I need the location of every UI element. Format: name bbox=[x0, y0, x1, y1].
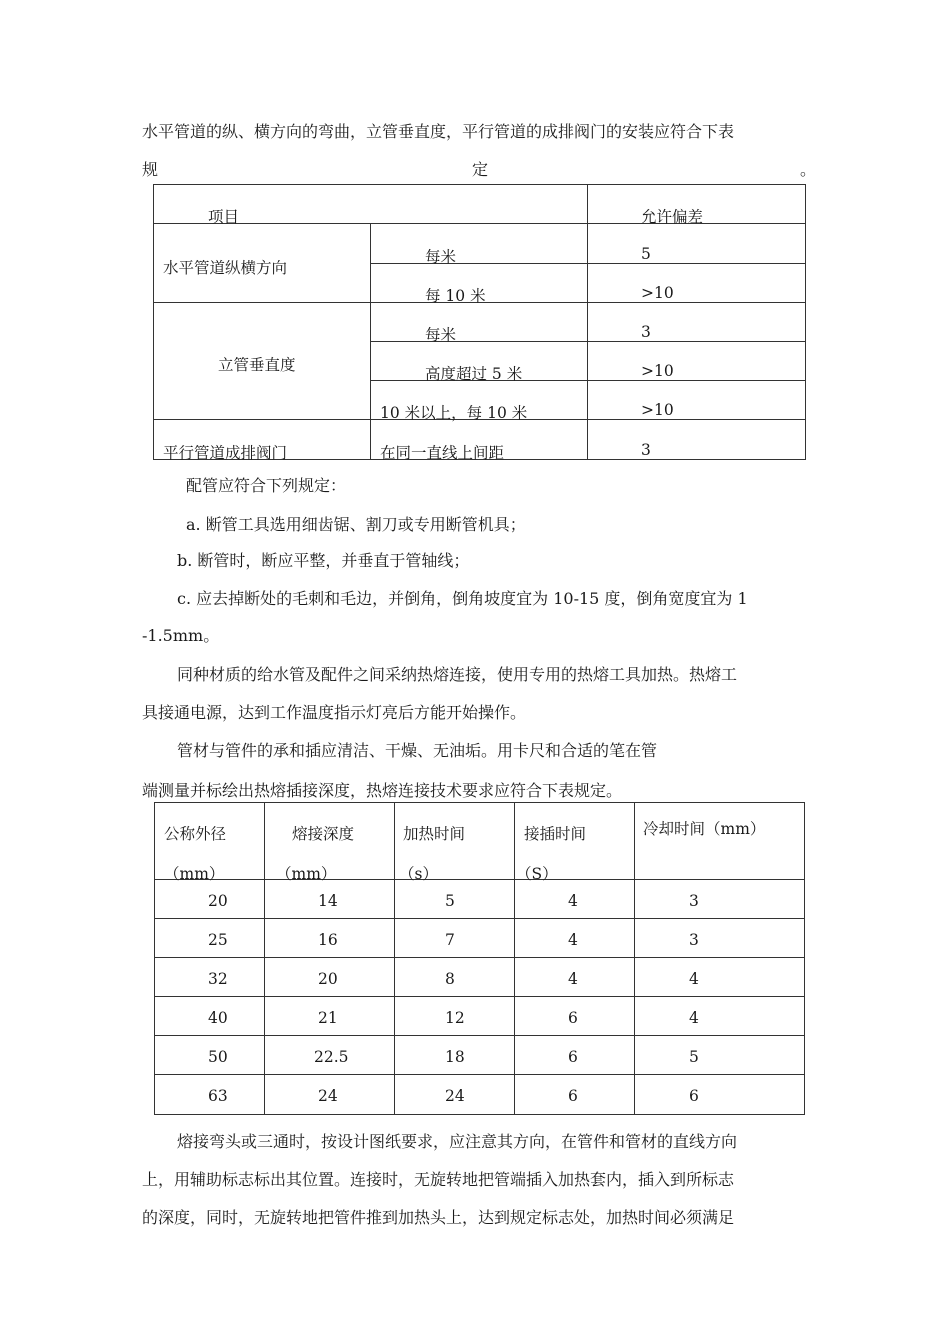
table1-sub: 高度超过 5 米 bbox=[425, 365, 523, 383]
table1-header-item: 项目 bbox=[208, 208, 240, 226]
table2-cell: 3 bbox=[689, 892, 699, 910]
table1-value: >10 bbox=[641, 284, 674, 302]
table2-cell: 12 bbox=[445, 1009, 465, 1027]
table2-cell: 5 bbox=[445, 892, 455, 910]
table1-group-valves: 平行管道成排阀门 bbox=[163, 444, 288, 462]
table2-header-unit: （mm） bbox=[276, 865, 337, 883]
table1-value: 3 bbox=[641, 323, 651, 341]
table2-cell: 3 bbox=[689, 931, 699, 949]
table1-sub: 在同一直线上间距 bbox=[380, 444, 505, 462]
table2-header: 公称外径 bbox=[164, 825, 227, 843]
table2-cell: 14 bbox=[318, 892, 338, 910]
table1-group-vertical: 立管垂直度 bbox=[218, 356, 296, 374]
paragraph-1-line-2: 具接通电源，达到工作温度指示灯亮后方能开始操作。 bbox=[142, 703, 527, 722]
table2-cell: 24 bbox=[445, 1087, 465, 1105]
table2-header-unit: （mm） bbox=[164, 865, 225, 883]
table2-header-unit: （S） bbox=[516, 865, 558, 883]
table2-cell: 6 bbox=[568, 1009, 578, 1027]
paragraph-3-line-2: 上，用辅助标志标出其位置。连接时，无旋转地把管端插入加热套内，插入到所标志 bbox=[142, 1170, 735, 1189]
paragraph-3-line-1: 熔接弯头或三通时，按设计图纸要求，应注意其方向，在管件和管材的直线方向 bbox=[177, 1132, 738, 1151]
table2-cell: 40 bbox=[208, 1009, 228, 1027]
table2-header-unit: （s） bbox=[399, 865, 438, 883]
table2-cell: 50 bbox=[208, 1048, 228, 1066]
table1-header-allowance: 允许偏差 bbox=[641, 208, 704, 226]
table2-cell: 5 bbox=[689, 1048, 699, 1066]
table2-header: 熔接深度 bbox=[292, 825, 355, 843]
table2-cell: 18 bbox=[445, 1048, 465, 1066]
table1-value: >10 bbox=[641, 362, 674, 380]
paragraph-1-line-1: 同种材质的给水管及配件之间采纳热熔连接，使用专用的热熔工具加热。热熔工 bbox=[177, 665, 738, 684]
intro-line-2-end: 。 bbox=[800, 160, 817, 179]
table1-sub: 每米 bbox=[425, 248, 457, 266]
table1-sub: 每 10 米 bbox=[425, 287, 486, 305]
intro-line-1: 水平管道的纵、横方向的弯曲，立管垂直度，平行管道的成排阀门的安装应符合下表 bbox=[142, 122, 735, 141]
table1-value: 5 bbox=[641, 245, 651, 263]
table2-cell: 16 bbox=[318, 931, 338, 949]
table2-cell: 22.5 bbox=[314, 1048, 349, 1066]
table2-header: 加热时间 bbox=[403, 825, 466, 843]
table2-cell: 6 bbox=[568, 1048, 578, 1066]
intro-line-2-middle: 定 bbox=[472, 160, 489, 179]
table1-value: 3 bbox=[641, 441, 651, 459]
table2-cell: 32 bbox=[208, 970, 228, 988]
table1-sub: 每米 bbox=[425, 326, 457, 344]
table2-cell: 6 bbox=[689, 1087, 699, 1105]
table2-cell: 4 bbox=[689, 970, 699, 988]
table2-cell: 21 bbox=[318, 1009, 338, 1027]
pipe-rule-c-line1: c. 应去掉断处的毛刺和毛边，并倒角，倒角坡度宜为 10-15 度，倒角宽度宜为 1 bbox=[177, 589, 748, 608]
table2-cell: 20 bbox=[318, 970, 338, 988]
pipe-rule-c-line2: -1.5mm。 bbox=[142, 626, 220, 645]
table2-cell: 4 bbox=[568, 892, 578, 910]
pipe-rule-a: a. 断管工具选用细齿锯、割刀或专用断管机具； bbox=[186, 515, 526, 534]
table2-cell: 24 bbox=[318, 1087, 338, 1105]
pipe-rules-title: 配管应符合下列规定： bbox=[186, 476, 347, 495]
paragraph-2-line-2: 端测量并标绘出热熔插接深度，热熔连接技术要求应符合下表规定。 bbox=[142, 781, 623, 800]
paragraph-2-line-1: 管材与管件的承和插应清洁、干燥、无油垢。用卡尺和合适的笔在管 bbox=[177, 741, 658, 760]
table2-cell: 4 bbox=[568, 970, 578, 988]
table2-cell: 4 bbox=[689, 1009, 699, 1027]
table2-cell: 6 bbox=[568, 1087, 578, 1105]
table1-group-horizontal: 水平管道纵横方向 bbox=[163, 259, 288, 277]
paragraph-3-line-3: 的深度，同时，无旋转地把管件推到加热头上，达到规定标志处，加热时间必须满足 bbox=[142, 1208, 735, 1227]
table2-cell: 63 bbox=[208, 1087, 228, 1105]
table2-cell: 8 bbox=[445, 970, 455, 988]
table1-sub: 10 米以上，每 10 米 bbox=[380, 404, 528, 422]
table2-cell: 7 bbox=[445, 931, 455, 949]
table2-cell: 20 bbox=[208, 892, 228, 910]
intro-line-2-start: 规 bbox=[142, 160, 159, 179]
table2-header: 接插时间 bbox=[524, 825, 587, 843]
table2-cell: 25 bbox=[208, 931, 228, 949]
table2-header: 冷却时间（mm） bbox=[643, 820, 766, 838]
pipe-rule-b: b. 断管时，断应平整，并垂直于管轴线； bbox=[177, 551, 470, 570]
table2-cell: 4 bbox=[568, 931, 578, 949]
table1-value: >10 bbox=[641, 401, 674, 419]
